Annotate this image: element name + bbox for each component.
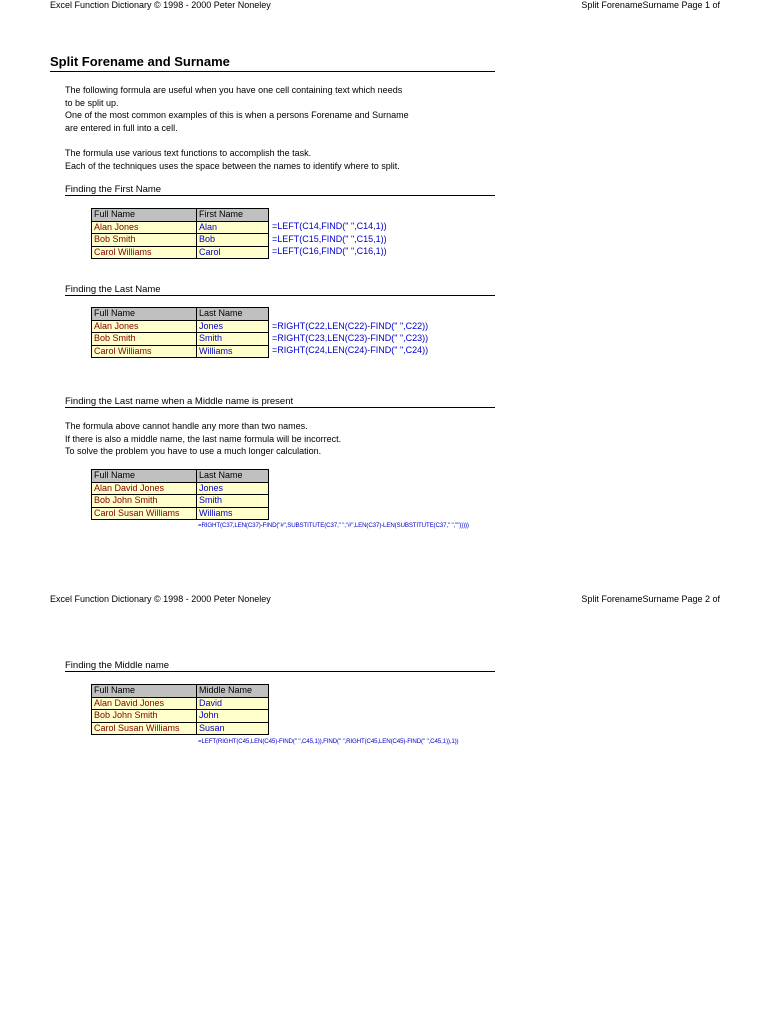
section-rule xyxy=(65,407,495,408)
paragraph-line: If there is also a middle name, the last name formula will be incorrect. xyxy=(65,433,342,444)
formula-text: =RIGHT(C24,LEN(C24)-FIND(" ",C24)) xyxy=(272,345,429,355)
column-header: Last Name xyxy=(197,308,269,321)
section-heading-last-name: Finding the Last Name xyxy=(65,284,161,295)
formula-text: =RIGHT(C23,LEN(C23)-FIND(" ",C23)) xyxy=(272,333,429,343)
section-heading-middle-name: Finding the Middle name xyxy=(65,660,170,671)
table-row xyxy=(92,246,269,259)
result-cell: Jones xyxy=(197,482,269,495)
formula-text: =LEFT(C15,FIND(" ",C15,1)) xyxy=(272,234,387,244)
intro-line: are entered in full into a cell. xyxy=(65,122,178,133)
full-name-cell: Carol Williams xyxy=(92,345,197,358)
result-cell: Williams xyxy=(197,345,269,358)
section-rule xyxy=(65,195,495,196)
full-name-cell: Alan Jones xyxy=(92,221,197,234)
result-cell: Alan xyxy=(197,221,269,234)
result-cell: Jones xyxy=(197,320,269,333)
result-cell: Carol xyxy=(197,246,269,259)
first-name-table xyxy=(91,208,269,259)
table-row xyxy=(92,710,269,723)
full-name-cell: Carol Williams xyxy=(92,246,197,259)
result-cell: Williams xyxy=(197,507,269,520)
column-header: Last Name xyxy=(197,470,269,483)
table-header-row xyxy=(92,209,269,222)
table-row xyxy=(92,722,269,735)
column-header: Full Name xyxy=(92,209,197,222)
full-name-cell: Bob Smith xyxy=(92,234,197,247)
section-rule xyxy=(65,295,495,296)
table-row xyxy=(92,320,269,333)
result-cell: Susan xyxy=(197,722,269,735)
formula-text: =LEFT(C14,FIND(" ",C14,1)) xyxy=(272,221,387,231)
column-header: Full Name xyxy=(92,685,197,698)
page2-header-left: Excel Function Dictionary © 1998 - 2000 Peter Noneley xyxy=(50,594,271,604)
result-cell: Bob xyxy=(197,234,269,247)
result-cell: Smith xyxy=(197,495,269,508)
paragraph-line: The formula above cannot handle any more than two names. xyxy=(65,421,308,431)
full-name-cell: Carol Susan Williams xyxy=(92,722,197,735)
table-row xyxy=(92,482,269,495)
page-title: Split Forename and Surname xyxy=(50,54,230,69)
table-header-row xyxy=(92,308,269,321)
table-row xyxy=(92,234,269,247)
full-name-cell: Alan David Jones xyxy=(92,482,197,495)
table-row xyxy=(92,221,269,234)
middle-present-text xyxy=(65,420,341,458)
section-rule xyxy=(65,671,495,672)
full-name-cell: Alan Jones xyxy=(92,320,197,333)
table-row xyxy=(92,333,269,346)
section-heading-first-name: Finding the First Name xyxy=(65,184,162,195)
intro-text xyxy=(65,84,409,172)
table-row xyxy=(92,697,269,710)
page1-header-right: Split ForenameSurname Page 1 of xyxy=(581,0,720,10)
table-header-row xyxy=(92,470,269,483)
intro-line xyxy=(65,134,409,147)
middle-present-table xyxy=(91,469,269,520)
intro-line: to be split up. xyxy=(65,97,119,108)
full-name-cell: Bob Smith xyxy=(92,333,197,346)
middle-name-table xyxy=(91,684,269,735)
result-cell: David xyxy=(197,697,269,710)
intro-line: The following formula are useful when you have one cell containing text which needs xyxy=(65,85,403,95)
intro-line: The formula use various text functions to accomplish the task. xyxy=(65,147,312,158)
full-name-cell: Bob John Smith xyxy=(92,710,197,723)
full-name-cell: Alan David Jones xyxy=(92,697,197,710)
result-cell: John xyxy=(197,710,269,723)
column-header: Middle Name xyxy=(197,685,269,698)
column-header: First Name xyxy=(197,209,269,222)
column-header: Full Name xyxy=(92,308,197,321)
page2-header-right: Split ForenameSurname Page 2 of xyxy=(581,594,720,604)
page1-header-left: Excel Function Dictionary © 1998 - 2000 Peter Noneley xyxy=(50,0,271,10)
paragraph-line: To solve the problem you have to use a much longer calculation. xyxy=(65,446,322,457)
last-name-table xyxy=(91,307,269,358)
section-heading-middle-present: Finding the Last name when a Middle name is present xyxy=(65,396,294,407)
full-name-cell: Bob John Smith xyxy=(92,495,197,508)
intro-line: Each of the techniques uses the space between the names to identify where to split. xyxy=(65,160,400,171)
result-cell: Smith xyxy=(197,333,269,346)
table-row xyxy=(92,495,269,508)
full-name-cell: Carol Susan Williams xyxy=(92,507,197,520)
table-header-row xyxy=(92,685,269,698)
intro-line: One of the most common examples of this is when a persons Forename and Surname xyxy=(65,110,409,121)
formula-text: =RIGHT(C22,LEN(C22)-FIND(" ",C22)) xyxy=(272,321,429,331)
formula-text: =RIGHT(C37,LEN(C37)-FIND("#",SUBSTITUTE(C37," ","#",LEN(C37)-LEN(SUBSTITUTE(C37," ",""))))) xyxy=(198,522,469,529)
formula-text: =LEFT(C16,FIND(" ",C16,1)) xyxy=(272,246,387,256)
table-row xyxy=(92,507,269,520)
formula-text: =LEFT(RIGHT(C45,LEN(C45)-FIND(" ",C45,1)),FIND(" ",RIGHT(C45,LEN(C45)-FIND(" ",C45,1)),1)) xyxy=(198,738,459,745)
column-header: Full Name xyxy=(92,470,197,483)
title-underline xyxy=(50,71,495,72)
table-row xyxy=(92,345,269,358)
